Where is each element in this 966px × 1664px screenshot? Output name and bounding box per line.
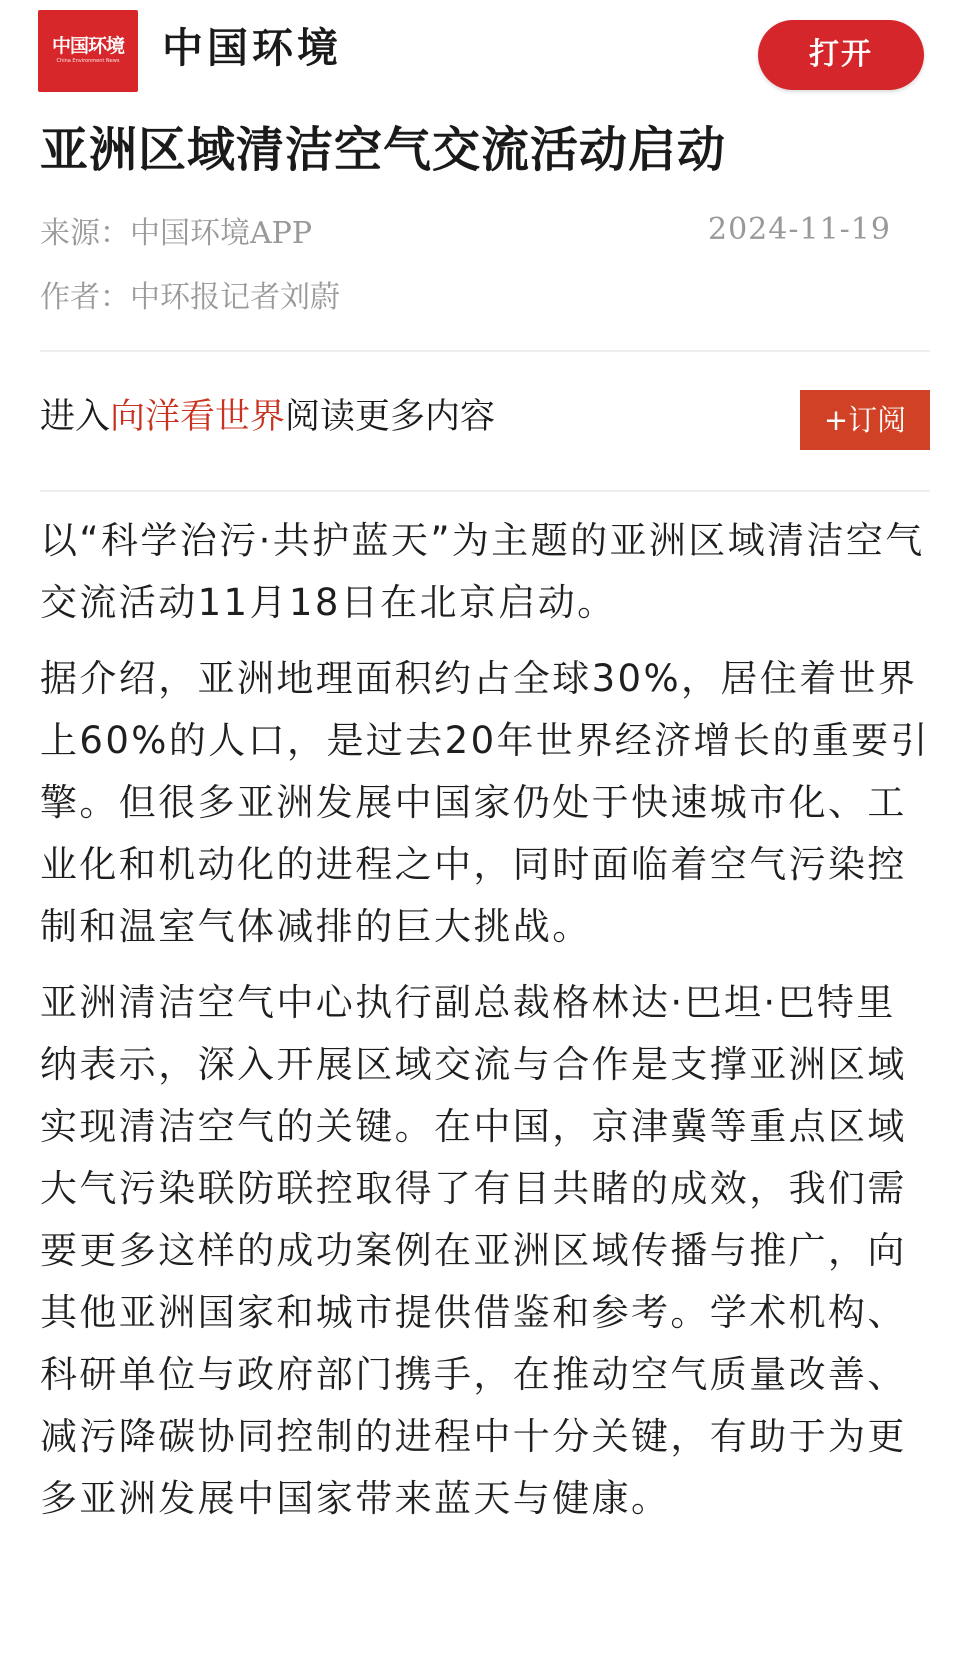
- body-paragraph: 亚洲清洁空气中心执行副总裁格林达·巴坦·巴特里纳表示，深入开展区域交流与合作是支撑亚洲区域实现清洁空气的关键。在中国，京津冀等重点区域大气污染联防联控取得了有目共睹的成效，我们需要更多这样的成功案例在亚洲区域传播与推广，向其他亚洲国家和城市提供借鉴和参考。学术机构、科研单位与政府部门携手，在推动空气质量改善、减污降碳协同控制的进程中十分关键，有助于为更多亚洲发展中国家带来蓝天与健康。: [40, 981, 907, 1520]
- subscribe-button[interactable]: +订阅: [800, 390, 930, 450]
- body-paragraph: 据介绍，亚洲地理面积约占全球30%，居住着世界上60%的人口，是过去20年世界经济增长的重要引擎。但很多亚洲发展中国家仍处于快速城市化、工业化和机动化的进程之中，同时面临着空气污染控制和温室气体减排的巨大挑战。: [40, 657, 930, 948]
- body-paragraph: 以“科学治污·共护蓝天”为主题的亚洲区域清洁空气交流活动11月18日在北京启动。: [40, 519, 925, 624]
- app-name: 中国环境: [162, 24, 342, 72]
- article-date: 2024-11-19: [708, 212, 891, 247]
- channel-link[interactable]: 向洋看世界: [110, 397, 286, 437]
- article-author: 作者：中环报记者刘蔚: [40, 280, 340, 315]
- subscribe-prefix: 进入: [40, 397, 111, 437]
- divider: [40, 350, 930, 352]
- article-source: 来源：中国环境APP: [40, 216, 313, 251]
- subscribe-bar: [40, 392, 495, 442]
- subscribe-suffix: 阅读更多内容: [285, 397, 496, 437]
- app-logo: [38, 10, 138, 92]
- open-app-button[interactable]: 打开: [758, 20, 924, 90]
- logo-subtext: China Environment News: [56, 58, 120, 64]
- logo-text: 中国环境: [51, 35, 124, 57]
- article-title: 亚洲区域清洁空气交流活动启动: [40, 122, 727, 178]
- article-body: [40, 510, 930, 1544]
- app-header: [0, 0, 966, 104]
- divider: [40, 490, 930, 492]
